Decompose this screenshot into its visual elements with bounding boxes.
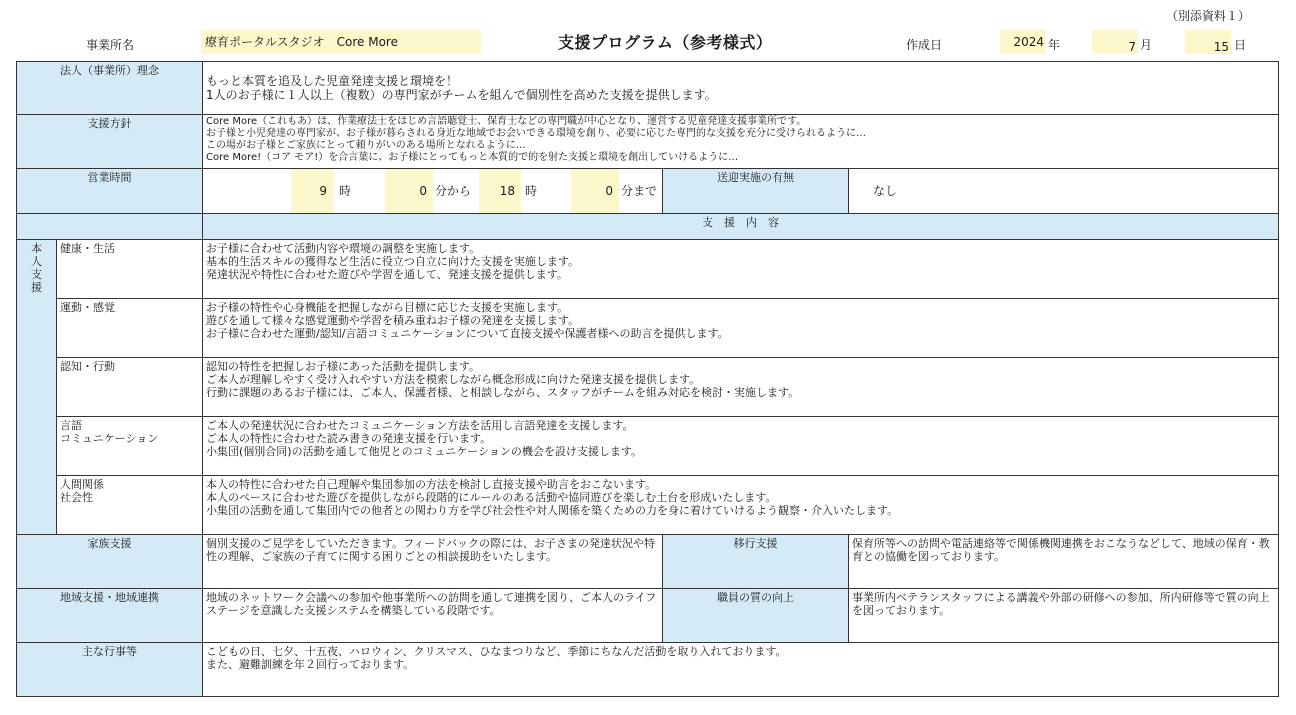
cognition-behavior-label (57, 358, 203, 417)
office-name-field[interactable] (201, 30, 481, 54)
created-label: 作成日 (906, 38, 943, 52)
start-hour-field[interactable] (291, 169, 333, 213)
transition-support-label: 移行支援 (663, 535, 849, 589)
start-min-field[interactable] (385, 169, 433, 213)
end-hour-value: 18 (499, 183, 515, 198)
row-label: 人間関係 (60, 478, 104, 491)
cognition-behavior-content[interactable] (203, 358, 1279, 417)
motor-sensory-label (57, 299, 203, 358)
philosophy-line: 1人のお子様に１人以上（複数）の専門家がチームを組んで個別性を高めた支援を提供します。 (206, 88, 717, 102)
policy-line: お子様と小児発達の専門家が、お子様が暮らされる身近な地域でお会いできる環境を創り、必要に応じた専門的な支援を充分に受けられるように… (206, 128, 866, 139)
row-label: 健康・生活 (60, 242, 115, 255)
content-line: ご本人が理解しやすく受け入れやすい方法を模索しながら概念形成に向けた発達支援を提供します。 (206, 373, 701, 386)
content-line: 本人のペースに合わせた遊びを提供しながら段階的にルールのある活動や協同遊びを楽しむ土台を形成いたします。 (206, 491, 777, 504)
end-hour-field[interactable] (479, 169, 521, 213)
to-unit: 分まで (621, 183, 658, 198)
start-hour-value: 9 (319, 183, 327, 198)
pickup-value[interactable]: なし (849, 169, 1279, 214)
content-line: お子様に合わせて活動内容や環境の調整を実施します。 (206, 242, 481, 255)
staff-quality-label: 職員の質の向上 (663, 589, 849, 643)
end-min-field[interactable] (571, 169, 619, 213)
end-min-value: 0 (605, 183, 613, 198)
community-support-text: 地域のネットワーク会議への参加や他事業所への訪問を通して連携を図り、ご本人のライフステージを意識した支援システムを構築している段階です。 (206, 591, 657, 617)
row-label: 社会性 (60, 491, 93, 504)
language-communication-content[interactable] (203, 417, 1279, 476)
events-line: こどもの日、七夕、十五夜、ハロウィン、クリスマス、ひなまつりなど、季節にちなんだ活動を取り入れております。 (206, 645, 787, 658)
social-relations-content[interactable] (203, 476, 1279, 535)
content-line: 小集団の活動を通して集団内での他者との関わり方を学び社会性や対人関係を築くための力を身に着けていけるよう観察・介入いたします。 (206, 504, 899, 517)
content-line: ご本人の特性に合わせた読み書きの発達支援を行います。 (206, 432, 492, 445)
row-label: 認知・行動 (60, 360, 115, 373)
transition-support-text: 保育所等への訪問や電話連絡等で関係機関連携をおこなうなどして、地域の保育・教育との協働を図っております。 (852, 537, 1270, 563)
side-char: 本 (31, 242, 42, 255)
content-line: 認知の特性を把握しお子様にあった活動を提供します。 (206, 360, 481, 373)
side-char: 援 (31, 281, 42, 294)
start-hour-unit: 時 (339, 183, 352, 198)
hours-label: 営業時間 (17, 169, 203, 214)
row-label: 運動・感覚 (60, 301, 115, 314)
support-content-header: 支 援 内 容 (203, 214, 1279, 240)
community-support-content[interactable] (203, 589, 663, 643)
events-content[interactable] (203, 643, 1279, 697)
row-label: コミュニケーション (60, 432, 159, 445)
health-life-content[interactable] (203, 240, 1279, 299)
day-field[interactable] (1185, 30, 1231, 54)
policy-line: この場がお子様とご家族にとって頼りがいのある場所となれるように… (206, 140, 526, 151)
events-label: 主な行事等 (17, 643, 203, 697)
content-line: お子様の特性や心身機能を把握しながら目標に応じた支援を実施します。 (206, 301, 569, 314)
health-life-label (57, 240, 203, 299)
family-support-label: 家族支援 (17, 535, 203, 589)
content-line: 行動に課題のあるお子様には、ご本人、保護者様、と相談しながら、スタッフがチームを組み対応を検討・実施します。 (206, 386, 800, 399)
support-header-spacer (17, 214, 203, 240)
content-line: 発達状況や特性に合わせた遊びや学習を通して、発達支援を提供します。 (206, 268, 568, 281)
hours-content (203, 169, 663, 214)
motor-sensory-content[interactable] (203, 299, 1279, 358)
staff-quality-text: 事業所内ベテランスタッフによる講義や外部の研修への参加、所内研修等で質の向上を図っております。 (852, 591, 1270, 617)
philosophy-content[interactable] (203, 62, 1279, 115)
from-unit: 分から (435, 183, 472, 198)
community-support-label: 地域支援・地域連携 (17, 589, 203, 643)
row-label: 言語 (60, 419, 82, 432)
day-unit: 日 (1234, 38, 1247, 52)
language-communication-label (57, 417, 203, 476)
staff-quality-content[interactable] (849, 589, 1279, 643)
events-line: また、避難訓練を年２回行っております。 (206, 658, 415, 671)
office-label: 事業所名 (86, 38, 135, 52)
start-min-value: 0 (419, 183, 427, 198)
content-line: お子様に合わせた運動/認知/言語コミュニケーションについて直接支援や保護者様への助言を提供します。 (206, 327, 729, 340)
month-unit: 月 (1140, 38, 1153, 52)
philosophy-line: もっと本質を追及した児童発達支援と環境を！ (206, 74, 459, 88)
policy-line: Core More（これもあ）は、作業療法士をはじめ言語聴覚士、保育士などの専門職が中心となり、運営する児童発達支援事業所です。 (206, 116, 807, 127)
page-title: 支援プログラム（参考様式） (558, 33, 773, 52)
day-value: 15 (1213, 40, 1229, 54)
content-line: ご本人の発達状況に合わせたコミュニケーション方法を活用し言語発達を支援します。 (206, 419, 634, 432)
philosophy-label: 法人（事業所）理念 (17, 62, 203, 115)
social-relations-label (57, 476, 203, 535)
side-char: 支 (31, 268, 42, 281)
month-field[interactable] (1092, 30, 1138, 54)
side-char: 人 (31, 255, 42, 268)
content-line: 基本的生活スキルの獲得など生活に役立つ自立に向けた支援を実施します。 (206, 255, 580, 268)
content-line: 遊びを通して様々な感覚運動や学習を積み重ねお子様の発達を支援します。 (206, 314, 580, 327)
year-field[interactable] (1000, 30, 1046, 54)
policy-label: 支援方針 (17, 115, 203, 169)
content-line: 小集団(個別合同)の活動を通して他児とのコミュニケーションの機会を設け支援します。 (206, 445, 643, 458)
end-hour-unit: 時 (525, 183, 538, 198)
content-line: 本人の特性に合わせた自己理解や集団参加の方法を検討し直接支援や助言をおこないます。 (206, 478, 657, 491)
transition-support-content[interactable] (849, 535, 1279, 589)
family-support-text: 個別支援のご見学をしていただきます。フィードバックの際には、お子さまの発達状況や特性の理解、ご家族の子育てに関する困りごとの相談援助をいたします。 (206, 537, 656, 563)
month-value: 7 (1128, 40, 1136, 54)
support-program-form (16, 61, 1279, 697)
year-unit: 年 (1048, 38, 1061, 52)
year-value: 2024 (1013, 35, 1044, 49)
family-support-content[interactable] (203, 535, 663, 589)
policy-line: Core More!（コア モア!）を合言葉に、お子様にとってもっと本質的で的を射た支援と環境を創出していけるように… (206, 152, 739, 163)
personal-support-side-label (17, 240, 57, 535)
attachment-note: （別添資料１） (1165, 9, 1250, 23)
office-name: 療育ポータルスタジオ Core More (205, 35, 398, 49)
pickup-label: 送迎実施の有無 (663, 169, 849, 214)
policy-content[interactable] (203, 115, 1279, 169)
